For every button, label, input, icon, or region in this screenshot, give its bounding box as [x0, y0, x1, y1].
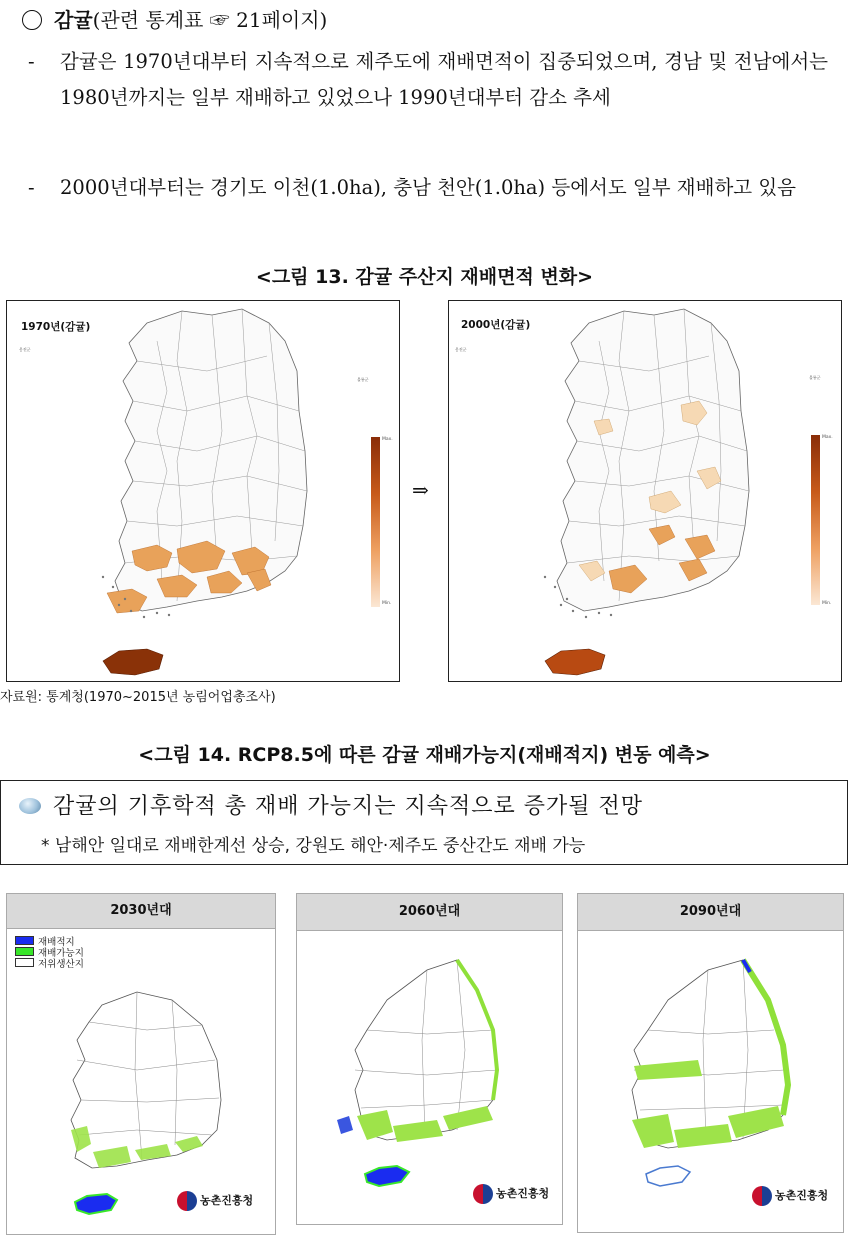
- panel-2060: [296, 893, 563, 1225]
- taegeuk-logo-icon: [177, 1191, 197, 1211]
- arrow-icon: ⇒: [412, 478, 429, 502]
- agency-logo: [177, 1191, 253, 1211]
- source-note: 자료원: 통계청(1970~2015년 농림어업총조사): [0, 690, 276, 705]
- agency-name: 농촌진흥청: [200, 1194, 254, 1207]
- map-2000-label: 2000년(감귤): [461, 319, 531, 331]
- legend-max: Max.: [822, 435, 833, 440]
- agency-logo: [752, 1186, 828, 1206]
- taegeuk-logo-icon: [752, 1186, 772, 1206]
- korea-map-1970: [7, 301, 399, 681]
- korea-map-2090: [578, 930, 843, 1230]
- section-heading: [22, 4, 327, 33]
- panel-2030-title: 2030년대: [7, 894, 275, 929]
- bullet-text: 2000년대부터는 경기도 이천(1.0ha), 충남 천안(1.0ha) 등에서도 일부 재배하고 있음: [60, 176, 796, 199]
- summary-box: [0, 780, 848, 865]
- section-note: (관련 통계표 ☞ 21페이지): [92, 8, 328, 32]
- svg-text:울릉군: 울릉군: [809, 375, 821, 380]
- taegeuk-logo-icon: [473, 1184, 493, 1204]
- summary-note: * 남해안 일대로 재배한계선 상승, 강원도 해안·제주도 중산간도 재배 가능: [41, 836, 586, 856]
- bullet-dash: -: [28, 50, 35, 73]
- legend-min: Min.: [822, 601, 832, 606]
- svg-text:옹진군: 옹진군: [455, 347, 467, 352]
- section-title: 감귤: [54, 8, 93, 32]
- bullet-dash: -: [28, 176, 35, 199]
- bullet-item: [28, 170, 828, 206]
- legend-label: 재배가능지: [38, 948, 84, 959]
- legend-max: Max.: [382, 437, 393, 442]
- map-1970: [6, 300, 400, 682]
- bullet-item: [28, 44, 828, 116]
- circle-bullet-icon: [22, 10, 42, 30]
- agency-name: 농촌진흥청: [496, 1187, 550, 1200]
- map-1970-label: 1970년(감귤): [21, 321, 91, 333]
- svg-text:옹진군: 옹진군: [19, 347, 31, 352]
- agency-logo: [473, 1184, 549, 1204]
- map-2000: [448, 300, 842, 682]
- figure13-caption: <그림 13. 감귤 주산지 재배면적 변화>: [255, 266, 594, 288]
- agency-name: 농촌진흥청: [775, 1189, 829, 1202]
- panel-2090-title: 2090년대: [578, 894, 843, 931]
- panel-2060-title: 2060년대: [297, 894, 562, 931]
- korea-map-2060: [297, 930, 562, 1220]
- korea-map-2000: [449, 301, 841, 681]
- bullet-text: 감귤은 1970년대부터 지속적으로 제주도에 재배면적이 집중되었으며, 경남 및 전남에서는 1980년까지는 일부 재배하고 있었으나 1990년대부터 감소 추세: [60, 50, 828, 109]
- figure14-caption: <그림 14. RCP8.5에 따른 감귤 재배가능지(재배적지) 변동 예측>: [138, 744, 711, 766]
- legend-gradient-bar: [811, 435, 820, 605]
- svg-text:울릉군: 울릉군: [357, 377, 369, 382]
- panel-2030: [6, 893, 276, 1235]
- korea-map-2030: [7, 930, 275, 1230]
- legend-min: Min.: [382, 601, 392, 606]
- globe-bullet-icon: [19, 798, 41, 814]
- panel-2090: [577, 893, 844, 1233]
- legend-gradient-bar: [371, 437, 380, 607]
- summary-title-row: [19, 789, 643, 820]
- legend-label: 저위생산지: [38, 959, 84, 970]
- legend-label: 재배적지: [38, 937, 75, 948]
- summary-title: 감귤의 기후학적 총 재배 가능지는 지속적으로 증가될 전망: [53, 794, 644, 819]
